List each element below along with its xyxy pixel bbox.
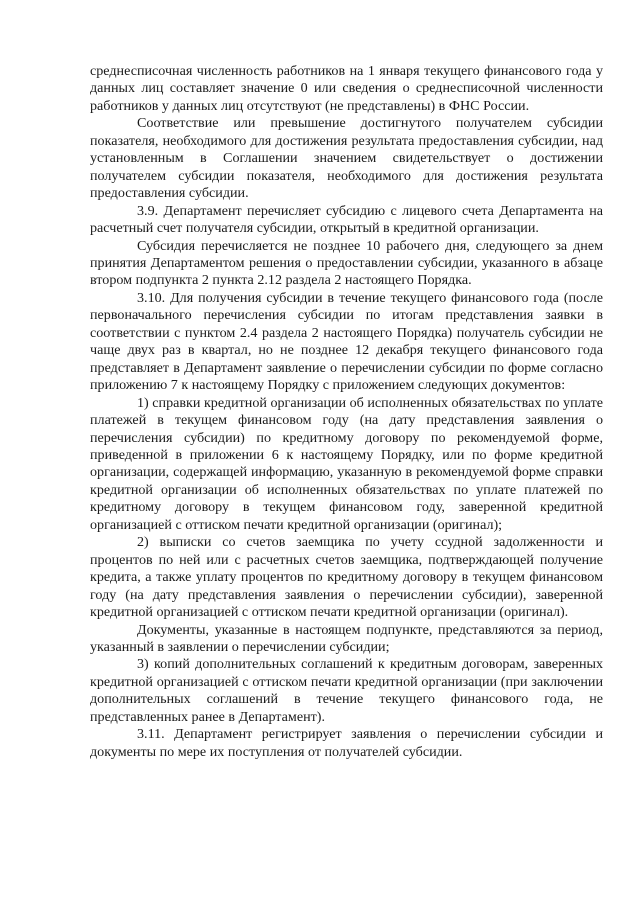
paragraph-3-10-application: 3.10. Для получения субсидии в течение текущего финансового года (после первоначального перечисления субсидии по итогам представления заявки в соответствии с пунктом 2.4 раздела 2 настоящего Порядка) получатель субсидии не чаще двух раз в квартал, но не позднее 12 декабря текущего финансового года представляет в Департамент заявление о перечислении субсидии по форме согласно приложению 7 к настоящему Порядку с приложением следующих документов: (90, 289, 603, 394)
paragraph-transfer-deadline: Субсидия перечисляется не позднее 10 рабочего дня, следующего за днем принятия Департаментом решения о предоставлении субсидии, указанного в абзаце втором подпункта 2 пункта 2.12 раздела 2 настоящего Порядка. (90, 237, 603, 289)
list-item-1-bank-certificate: 1) справки кредитной организации об исполненных обязательствах по уплате платежей в текущем финансовом году (на дату представления заявления о перечисления субсидии) по кредитному договору по рекомендуемой форме, приведенной в приложении 6 к настоящему Порядку, или по форме кредитной организации, содержащей информацию, указанную в рекомендуемой форме справки кредитной организации об исполненных обязательствах по уплате платежей по кредитному договору в текущем финансовом году, заверенной кредитной организацией с оттиском печати кредитной организации (оригинал); (90, 394, 603, 533)
list-item-2-account-statements: 2) выписки со счетов заемщика по учету ссудной задолженности и процентов по ней или с расчетных счетов заемщика, подтверждающей получение кредита, а также уплату процентов по кредитному договору в текущем финансовом году (на дату представления заявления о перечислении субсидии), заверенной кредитной организацией с оттиском печати кредитной организации (оригинал). (90, 534, 603, 621)
paragraph-documents-period: Документы, указанные в настоящем подпункте, представляются за период, указанный в заявлении о перечислении субсидии; (90, 621, 603, 655)
paragraph-3-9-transfer: 3.9. Департамент перечисляет субсидию с лицевого счета Департамента на расчетный счет получателя субсидии, открытый в кредитной организации. (90, 202, 603, 237)
paragraph-indicator-achievement: Соответствие или превышение достигнутого получателем субсидии показателя, необходимого для достижения результата предоставления субсидии, над установленным в Соглашении значением свидетельствует о достижении получателем субсидии показателя, необходимого для достижения результата предоставления субсидии. (90, 115, 603, 202)
document-page (90, 63, 603, 761)
paragraph-3-11-registration: 3.11. Департамент регистрирует заявления о перечислении субсидии и документы по мере их поступления от получателей субсидии. (90, 726, 603, 760)
paragraph-employee-count-condition: среднесписочная численность работников на 1 января текущего финансового года у данных лиц составляет значение 0 или сведения о среднесписочной численности работников у данных лиц отсутствуют (не представлены) в ФНС России. (90, 63, 603, 114)
list-item-3-agreement-copies: 3) копий дополнительных соглашений к кредитным договорам, заверенных кредитной организацией с оттиском печати кредитной организации (при заключении дополнительных соглашений в течение текущего финансового года, не представленных ранее в Департамент). (90, 656, 603, 725)
